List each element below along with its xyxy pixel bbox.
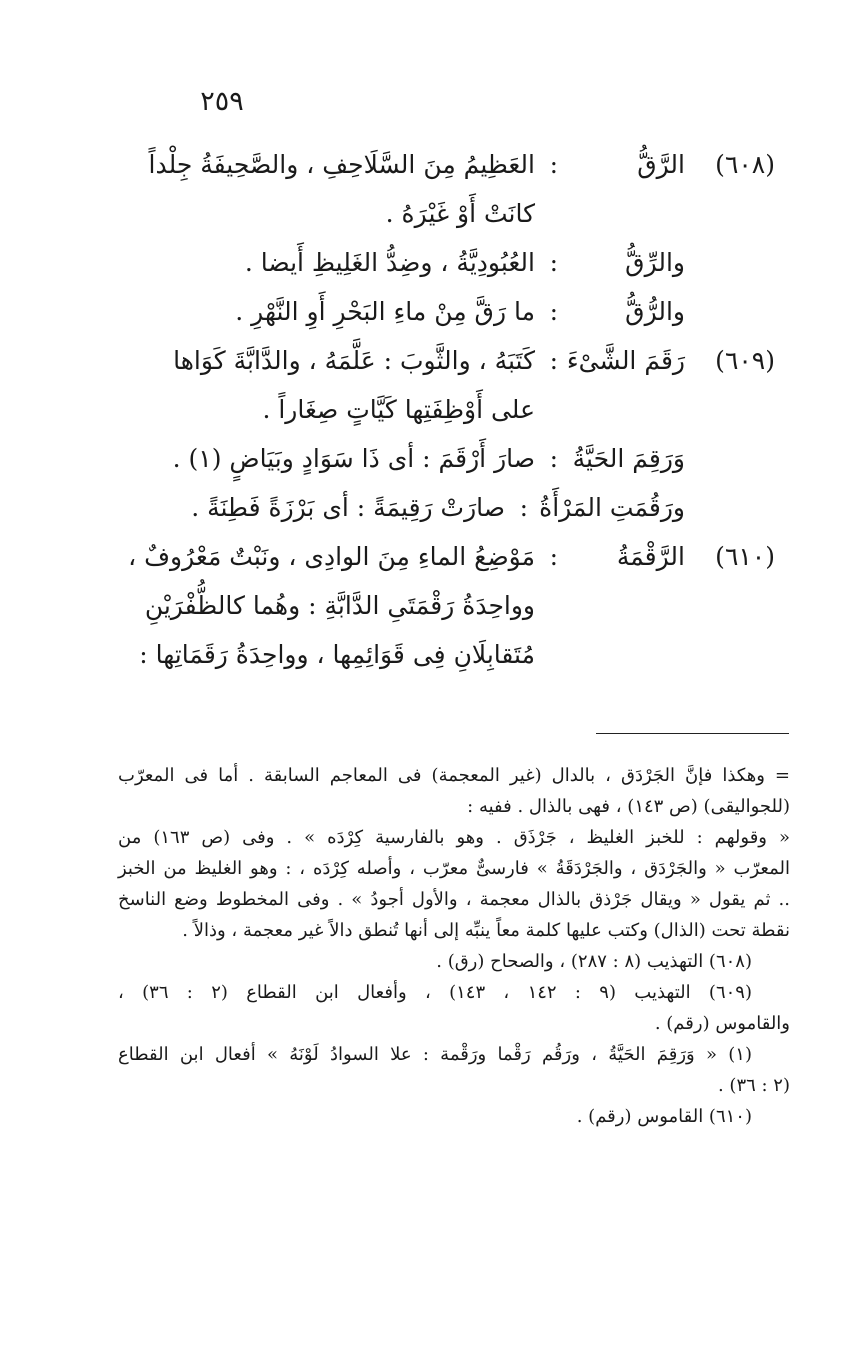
definition-text: العُبُودِيَّةُ ، وضِدُّ الغَلِيظِ أَيضا .: [244, 248, 535, 277]
headword: الرَّقُّ: [637, 150, 685, 179]
footnote-line: نقطة تحت (الذال) وكتب عليها كلمة معاً ينبِّه إلى أنها تُنطق دالاً غير معجمة ، وذالاً .: [182, 920, 790, 941]
footnote-610: (٦١٠) القاموس (رقم) .: [576, 1106, 752, 1127]
entry-609-raqumat: [95, 493, 775, 542]
definition-text: كانَتْ أَوْ غَيْرَهُ .: [385, 199, 535, 228]
colon-separator: :: [549, 542, 558, 571]
entry-608-ruqq: [95, 297, 775, 346]
colon-separator: :: [519, 493, 528, 522]
footnote-line: والقاموس (رقم) .: [654, 1013, 790, 1034]
footnote-separator: [596, 733, 789, 734]
footnotes: [118, 760, 790, 1132]
definition-text: ما رَقَّ مِنْ ماءِ البَحْرِ أَوِ النَّهْرِ .: [235, 297, 535, 326]
headword: والرُّقُّ: [625, 297, 685, 326]
definition-text: مُتَقابِلَانِ فِى قَوَائِمِها ، وواحِدَةُ رَقَمَاتِها :: [139, 640, 535, 669]
entry-number: (٦١٠): [715, 542, 775, 571]
entry-608-line-1: [95, 150, 775, 199]
footnote-line: .. ثم يقول « ويقال جَرْذق بالذال معجمة ، والأول أجودُ » . وفى المخطوط وضع الناسخ: [118, 889, 790, 910]
definition-text: مَوْضِعُ الماءِ مِنَ الوادِى ، ونَبْتٌ مَعْرُوفٌ ،: [128, 542, 535, 571]
colon-separator: :: [549, 150, 558, 179]
footnote-609: (٦٠٩) التهذيب (٩ : ١٤٢ ، ١٤٣) ، وأفعال ابن القطاع (٢ : ٣٦) ،: [118, 982, 752, 1003]
entry-609-line-2: [95, 395, 775, 444]
entry-610-line-1: [95, 542, 775, 591]
entry-609-line-1: [95, 346, 775, 395]
dictionary-entries: [95, 150, 775, 689]
entry-608-line-2: [95, 199, 775, 248]
headword: الرَّقْمَةُ: [616, 542, 685, 571]
colon-separator: :: [549, 248, 558, 277]
definition-text: وواحِدَةُ رَقْمَتَىِ الدَّابَّةِ : وهُما كالظُّفْرَيْنِ: [144, 591, 535, 620]
definition-text: صارَتْ رَقِيمَةً : أى بَرْزَةً فَطِنَةً .: [191, 493, 505, 522]
definition-text: كَتَبَهُ ، والثَّوبَ : عَلَّمَهُ ، والدَّابَّةَ كَوَاها: [173, 346, 535, 375]
entry-number: (٦٠٩): [715, 346, 775, 375]
page-number: ٢٥٩: [200, 86, 244, 117]
colon-separator: :: [549, 346, 558, 375]
colon-separator: :: [549, 444, 558, 473]
colon-separator: :: [549, 297, 558, 326]
headword: والرِّقُّ: [625, 248, 685, 277]
footnote-line: (٢ : ٣٦) .: [717, 1075, 790, 1096]
entry-609-raqima: [95, 444, 775, 493]
footnote-1: (١) « وَرَقِمَ الحَيَّةُ ، ورَقُم رَقْما ورَقْمة : علا السوادُ لَوْنَهُ » أفعال ابن القطاع: [118, 1044, 752, 1065]
entry-608-riqq: [95, 248, 775, 297]
footnote-line: « وقولهم : للخبز الغليظ ، جَرْذَق . وهو بالفارسية كِرْدَه » . وفى (ص ١٦٣) من: [118, 827, 790, 848]
footnote-608: (٦٠٨) التهذيب (٨ : ٢٨٧) ، والصحاح (رق) .: [436, 951, 752, 972]
entry-610-line-3: [95, 640, 775, 689]
definition-text: صارَ أَرْقَمَ : أى ذَا سَوَادٍ وبَيَاضٍ (١) .: [172, 444, 535, 473]
footnote-line: المعرّب « والجَرْدَق ، والجَرْدَقَةُ » فارسىٌّ معرّب ، وأصله كِرْدَه ، : وهو الغليظ من الخبز: [118, 858, 790, 879]
footnote-line: (للجواليقى) (ص ١٤٣) ، فهى بالذال . ففيه :: [467, 796, 790, 817]
definition-text: على أَوْظِفَتِها كَيَّاتٍ صِغَاراً .: [262, 395, 535, 424]
headword: وَرَقِمَ الحَيَّةُ: [572, 444, 685, 473]
entry-number: (٦٠٨): [715, 150, 775, 179]
headword: ورَقُمَتِ المَرْأَةُ: [539, 493, 685, 522]
footnote-line: = وهكذا فإنَّ الجَرْدَق ، بالدال (غير المعجمة) فى المعاجم السابقة . أما فى المعرّب: [118, 765, 790, 786]
definition-text: العَظِيمُ مِنَ السَّلَاحِفِ ، والصَّحِيفَةُ جِلْداً: [148, 150, 535, 179]
entry-610-line-2: [95, 591, 775, 640]
headword: رَقَمَ الشَّىْءَ: [566, 346, 685, 375]
